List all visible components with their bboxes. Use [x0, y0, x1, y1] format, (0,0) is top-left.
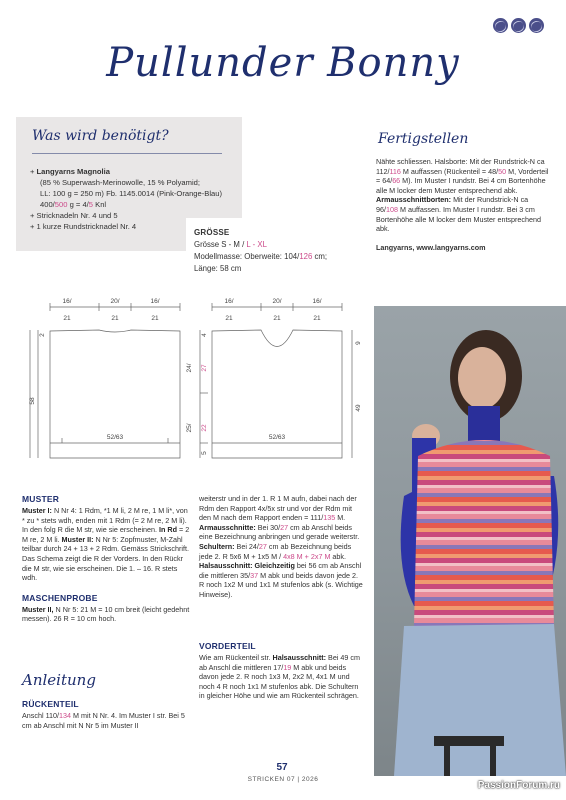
dim-left-length: 58 — [29, 397, 36, 405]
garment-schematics — [22, 293, 367, 475]
dim-left-top-3: 16/ — [150, 298, 160, 305]
dim-left-bot-1: 21 — [63, 315, 71, 322]
dim-right-bot-1: 21 — [225, 315, 233, 322]
dim-left-width: 52/63 — [106, 434, 124, 441]
finishing-text: Nähte schliessen. Halsborte: Mit der Rundstrick-N ca 112/116 M auffassen (Rückenteil = 48/50 M, Vorderteil = 64/66 M). Im Muster I rundstr. Bei 4 cm Bortenhöhe alle M locker dem Muster entsprechend abk. Armausschnittborten: Mit der Rundstrick-N ca 96/108 M auffassen. Im Muster I rundstr. Bei 3 cm Bortenhöhe alle M locker dem Muster entsprechend abk. Langyarns, www.langyarns.com — [376, 157, 549, 252]
yarn-name: Langyarns Magnolia — [36, 167, 110, 176]
gauge-text: Muster II, N Nr 5: 21 M = 10 cm breit (leicht gedehnt messen). 26 R = 10 cm hoch. — [22, 604, 190, 624]
back-heading: RÜCKENTEIL — [22, 699, 79, 709]
watermark: PassionForum.ru — [477, 780, 560, 791]
model-photo — [374, 306, 566, 776]
materials-list: + Langyarns Magnolia (85 % Superwash-Merinowolle, 15 % Polyamid; LL: 100 g = 250 m) Fb. 1145.0014 (Pink-Orange-Blau) 400/500 g = 4/5 Knl + Stricknadeln Nr. 4 und 5 + 1 kurze Rundstricknadel Nr. 4 — [30, 166, 245, 232]
dim-right-side-length: 49 — [355, 404, 362, 412]
dim-right-top-3: 16/ — [312, 298, 322, 305]
front-heading: VORDERTEIL — [199, 641, 256, 651]
dim-right-top-1: 16/ — [224, 298, 234, 305]
dim-left-top-2: 20/ — [110, 298, 120, 305]
dim-right-bot-3: 21 — [313, 315, 321, 322]
yarn-balls — [493, 18, 544, 33]
back-section — [22, 699, 190, 730]
gauge-heading: MASCHENPROBE — [22, 592, 98, 603]
yarn-ball-icon — [529, 18, 544, 33]
size-heading: GRÖSSE — [194, 228, 230, 237]
dim-right-top-2: 20/ — [272, 298, 282, 305]
dim-left-top-1: 16/ — [62, 298, 72, 305]
materials-heading-underline — [32, 153, 222, 154]
needles-circular: 1 kurze Rundstricknadel Nr. 4 — [36, 222, 137, 231]
dim-right-low-a: 25/ — [186, 423, 193, 433]
front-section — [199, 641, 365, 701]
instructions-heading: Anleitung — [22, 671, 96, 689]
back-continued-text: weiterstr und in der 1. R 1 M aufn, dabei nach der Rdm den Rapport 4x/5x str und vor der Rdm mit den M nach dem Rapport enden = 111/135 M. Armausschnitte: Bei 30/27 cm ab Anschl beids eine Bezeichnung anbringen und gerade weiterstr. Schultern: Bei 24/27 cm ab Bezeichnung beids jede 2. R 5x6 M + 1x5 M / 4x8 M + 2x7 M abk. Halsausschnitt: Gleichzeitig bei 56 cm ab Anschl die mittleren 35/37 M abk und beids davon jede 2. R noch 1x2 M und 1x1 M stufenlos abk (s. Wichtige Hinweise). — [199, 494, 363, 599]
size-range: Grösse S - M / L - XL — [194, 240, 267, 249]
dim-left-bot-2: 21 — [111, 315, 119, 322]
dim-right-bot-2: 21 — [273, 315, 281, 322]
yarn-run-length: LL: 100 g = 250 m) Fb. 1145.0014 (Pink-Orange-Blau) — [40, 189, 223, 198]
muster-text: Muster I: N Nr 4: 1 Rdm, *1 M li, 2 M re, 1 M li*, von * zu * stets wdh, enden mit 1 Rdm (= 2 M re, 2 M li). In den folg R die M str, wie sie erscheinen. In Rd = 2 M re, 2 M li. Muster II: N Nr 5: Zopfmuster, M-Zahl teilbar durch 24 + 13 + 2 Rdm. Gemäss Strickschrift. Das Schema zeigt die R der Vorders. In den Rückr die M str, wie sie erscheinen. Die 1. – 16. R stets wdh. — [22, 506, 190, 583]
front-text: Wie am Rückenteil str. Halsausschnitt: Bei 49 cm ab Anschl die mittleren 17/19 M abk und beids davon jede 2. R noch 1x3 M, 2x2 M, 4x1 M und noch 4 R noch 1x1 M stufenlos abk. Die Schultern in gleicher Höhe und wie am Rückenteil schrägen. — [199, 653, 360, 701]
back-text: Anschl 110/134 M mit N Nr. 4. Im Muster I str. Bei 5 cm ab Anschl mit N Nr 5 im Muster II — [22, 711, 185, 730]
issue-label: STRICKEN 07 | 2026 — [247, 776, 319, 783]
yarn-quantity: 400/500 g = 4/5 Knl — [40, 200, 107, 209]
needles-straight: Stricknadeln Nr. 4 und 5 — [36, 211, 118, 220]
dim-right-side-small: 9 — [355, 341, 362, 345]
muster-heading: MUSTER — [22, 494, 60, 504]
dim-right-low-b: 22 — [201, 424, 208, 432]
model-illustration — [374, 306, 566, 776]
yarn-composition: (85 % Superwash-Merinowolle, 15 % Polyamid; — [40, 178, 200, 187]
finishing-heading: Fertigstellen — [378, 131, 469, 147]
dim-right-small: 4 — [201, 333, 208, 337]
pattern-section — [22, 494, 190, 624]
dim-right-mid-a: 24/ — [186, 363, 193, 373]
yarn-ball-icon — [493, 18, 508, 33]
dim-left-bot-3: 21 — [151, 315, 159, 322]
credit: Langyarns, www.langyarns.com — [376, 242, 486, 252]
dim-left-small: 2 — [39, 333, 46, 337]
page-title: Pullunder Bonny — [106, 40, 460, 86]
page-number: 57 — [276, 762, 288, 773]
size-info — [194, 227, 327, 275]
model-measure: Modellmasse: Oberweite: 104/126 cm; — [194, 252, 328, 261]
dim-right-width: 52/63 — [268, 434, 286, 441]
dim-right-bottom: 5 — [201, 451, 208, 455]
length: Länge: 58 cm — [194, 264, 242, 273]
dim-right-mid-b: 27 — [201, 364, 208, 372]
materials-heading: Was wird benötigt? — [32, 128, 169, 144]
yarn-ball-icon — [511, 18, 526, 33]
